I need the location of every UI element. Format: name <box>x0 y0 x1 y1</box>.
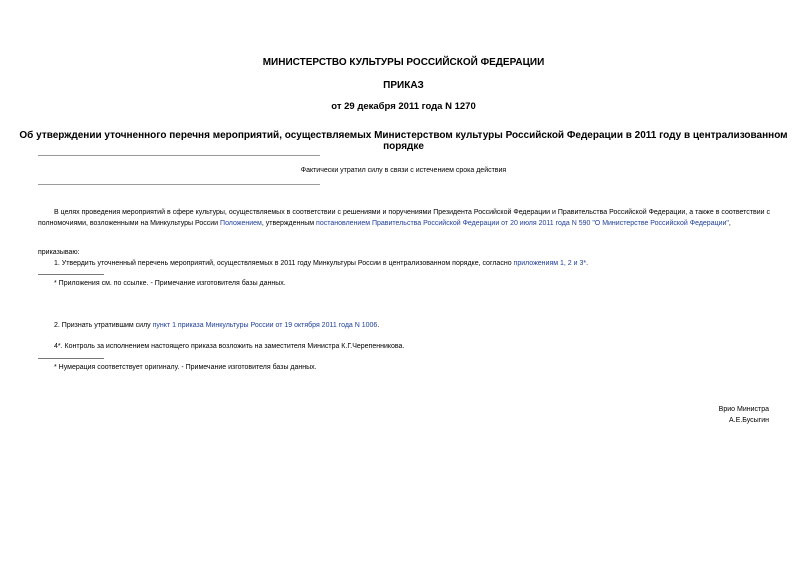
footnote-2: * Нумерация соответствует оригиналу. - Примечание изготовителя базы данных. <box>54 364 317 371</box>
footnote-rule-1 <box>38 274 104 275</box>
signature-name: А.Е.Бусыгин <box>729 417 769 424</box>
doc-type-heading: ПРИКАЗ <box>383 80 424 91</box>
document-title: Об утверждении уточненного перечня мероприятий, осуществляемых Министерством культуры Российской Федерации в 2011 году в централизованном порядке <box>19 130 788 152</box>
prior-order-link[interactable]: пункт 1 приказа Минкультуры России от 19 октября 2011 года N 1006 <box>152 322 378 329</box>
ministry-heading: МИНИСТЕРСТВО КУЛЬТУРЫ РОССИЙСКОЙ ФЕДЕРАЦИИ <box>262 57 545 68</box>
item-2 <box>54 320 379 331</box>
item-2-end: . <box>377 322 380 329</box>
government-decree-link[interactable]: постановлением Правительства Российской Федерации от 20 июля 2011 года N 590 "О Министерстве Российской Федерации" <box>316 220 729 227</box>
appendices-link[interactable]: приложениям 1, 2 и 3* <box>513 260 587 267</box>
status-rule-bottom <box>38 184 320 185</box>
item-2-text: 2. Признать утратившим силу <box>54 322 153 329</box>
signature-block <box>719 404 769 426</box>
preamble-text-1: В целях проведения мероприятий в сфере культуры, осуществляемых в соответствии с решениями и поручениями Президента Российской Федерации и Правительства Российской Федерации, а также в соответствии с полномочиями, возложенными на Минкультуры России <box>38 209 770 227</box>
footnote-rule-2 <box>38 358 104 359</box>
signature-position: Врио Министра <box>718 406 769 413</box>
item-1-text: 1. Утвердить уточненный перечень мероприятий, осуществляемых в 2011 году Минкультуры России в централизованном порядке, согласно <box>54 260 514 267</box>
item-1-end: . <box>586 260 589 267</box>
status-note: Фактически утратил силу в связи с истечением срока действия <box>300 167 507 174</box>
polozhenie-link[interactable]: Положением <box>220 220 262 227</box>
date-number-heading: от 29 декабря 2011 года N 1270 <box>331 101 476 112</box>
status-rule-top <box>38 155 320 156</box>
preamble-text-3: , <box>728 220 731 227</box>
item-3: 4*. Контроль за исполнением настоящего приказа возложить на заместителя Министра К.Г.Черепенникова. <box>54 343 405 350</box>
preamble-text-2: , утвержденным <box>261 220 317 227</box>
order-word: приказываю: <box>38 249 80 256</box>
item-1 <box>54 258 588 269</box>
footnote-1: * Приложения см. по ссылке. - Примечание изготовителя базы данных. <box>54 280 286 287</box>
preamble-paragraph <box>38 207 770 229</box>
